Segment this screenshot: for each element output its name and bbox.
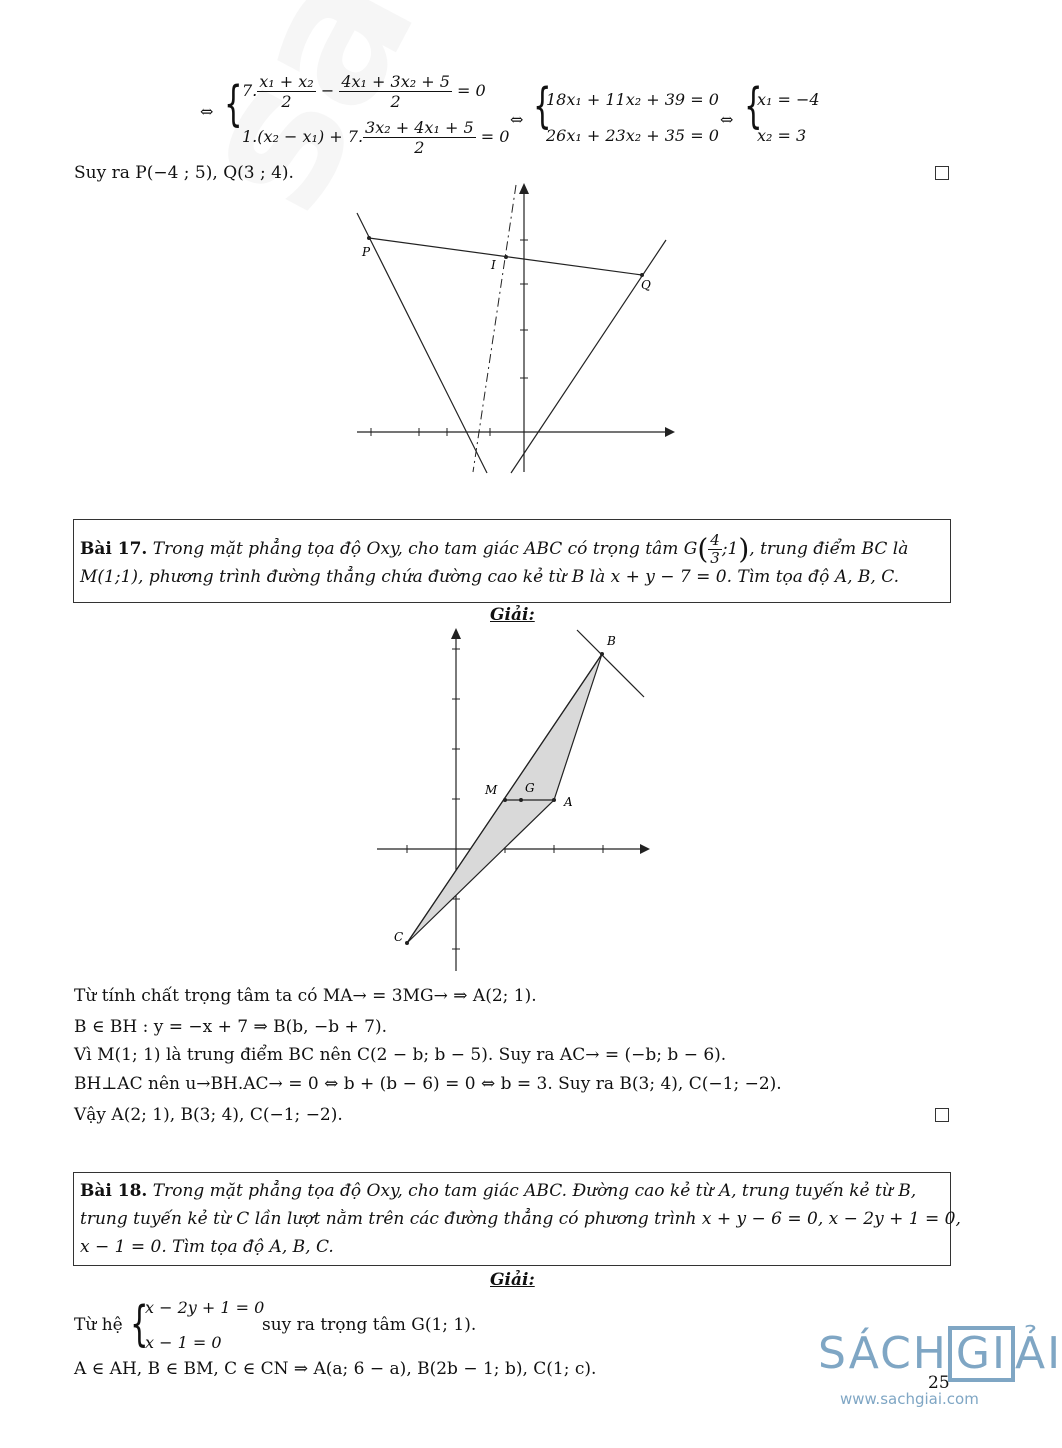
point-b xyxy=(600,652,604,656)
label-i: I xyxy=(491,258,496,272)
point-m xyxy=(503,798,507,802)
problem-18-title: Bài 18. xyxy=(80,1181,148,1201)
label-q: Q xyxy=(641,278,651,292)
point-c xyxy=(405,941,409,945)
point-p xyxy=(367,236,371,240)
brand-logo: SÁCH GI ẢI xyxy=(818,1326,1062,1382)
problem-18-line-2: trung tuyến kẻ từ C lần lượt nằm trên các đường thẳng có phương trình x + y − 6 = 0, x − 2y + 1 = 0, xyxy=(80,1209,961,1229)
label-b: B xyxy=(607,634,616,648)
solution-17-line-2: B ∈ BH : y = −x + 7 ⇒ B(b, −b + 7). xyxy=(74,1017,387,1037)
equation-s2: 26x₁ + 23x₂ + 35 = 0 xyxy=(546,126,719,145)
equation-row-1: 7. $\frac{\text{x₁ + x₂}}{2}$ − $\frac{\text{4x₁ + 3x₂ + 5}}{2}$ = 0 xyxy=(242,72,486,111)
qed-box-1 xyxy=(935,166,949,180)
problem-18-box xyxy=(73,1172,961,1266)
problem-18-line-3: x − 1 = 0. Tìm tọa độ A, B, C. xyxy=(80,1237,334,1257)
x-axis-arrow xyxy=(640,844,650,854)
left-brace: { xyxy=(224,76,243,132)
solution-heading-18: Giải: xyxy=(490,1270,535,1290)
problem-17-title: Bài 17. xyxy=(80,539,148,559)
solution-17-line-1: Từ tính chất trọng tâm ta có MA→ = 3MG→ ⇒ A(2; 1). xyxy=(74,986,537,1006)
solution-17-line-5: Vậy A(2; 1), B(3; 4), C(−1; −2). xyxy=(74,1105,343,1125)
equation-t1: x₁ = −4 xyxy=(757,90,820,109)
left-brace-4: { xyxy=(130,1296,149,1352)
result-pq: Suy ra P(−4 ; 5), Q(3 ; 4). xyxy=(74,163,294,183)
brand-url[interactable]: www.sachgiai.com xyxy=(840,1390,979,1408)
solution-17-line-4: BH⊥AC nên u→BH.AC→ = 0 ⇔ b + (b − 6) = 0 ⇔ b = 3. Suy ra B(3; 4), C(−1; −2). xyxy=(74,1074,782,1094)
figure-2 xyxy=(370,625,660,975)
figure-1 xyxy=(340,180,680,480)
sol18-eq-1: x − 2y + 1 = 0 xyxy=(145,1298,265,1317)
label-g: G xyxy=(525,781,535,795)
x-axis-arrow xyxy=(665,427,675,437)
point-q xyxy=(640,273,644,277)
problem-18-line-1: Trong mặt phẳng tọa độ Oxy, cho tam giác ABC. Đường cao kẻ từ A, trung tuyến kẻ từ B, xyxy=(152,1181,917,1201)
sol18-last-line: A ∈ AH, B ∈ BM, C ∈ CN ⇒ A(a; 6 − a), B(2b − 1; b), C(1; c). xyxy=(74,1359,597,1379)
iff-symbol: ⇔ xyxy=(200,102,214,121)
equation-row-2: 1.(x₂ − x₁) + 7. $\frac{\text{3x₂ + 4x₁ + 5}}{2}$ = 0 xyxy=(242,118,510,157)
iff-symbol-3: ⇔ xyxy=(720,110,734,129)
page-number: 25 xyxy=(928,1373,950,1393)
sol18-eq-2: x − 1 = 0 xyxy=(145,1333,222,1352)
sol18-conclusion: suy ra trọng tâm G(1; 1). xyxy=(262,1315,477,1335)
solution-heading-17: Giải: xyxy=(490,605,535,625)
point-a xyxy=(552,798,556,802)
label-p: P xyxy=(362,245,371,259)
equation-s1: 18x₁ + 11x₂ + 39 = 0 xyxy=(546,90,719,109)
line-through-p xyxy=(357,213,487,473)
problem-17-text-1: Trong mặt phẳng tọa độ Oxy, cho tam giác ABC có trọng tâm G xyxy=(152,539,698,559)
qed-box-2 xyxy=(935,1108,949,1122)
point-i xyxy=(504,255,508,259)
solution-17-line-3: Vì M(1; 1) là trung điểm BC nên C(2 − b; b − 5). Suy ra AC→ = (−b; b − 6). xyxy=(74,1045,727,1065)
left-brace-3: { xyxy=(744,78,763,134)
iff-symbol-2: ⇔ xyxy=(510,110,524,129)
problem-17-text-2: , trung điểm BC là xyxy=(749,539,909,559)
left-brace-2: { xyxy=(533,78,552,134)
equation-t2: x₂ = 3 xyxy=(757,126,807,145)
label-c: C xyxy=(394,930,404,944)
problem-17-box: Bài 17. Trong mặt phẳng tọa độ Oxy, cho tam giác ABC có trọng tâm G( $\frac{4}{3}$ ;1), trung điểm BC là M(1;1), phương trình đường thẳng chứa đường cao kẻ từ B là x + y − 7 = 0. Tìm tọa độ A, B, C. xyxy=(73,519,951,603)
y-axis-arrow xyxy=(451,628,461,639)
label-a: A xyxy=(564,795,573,809)
axis-dash-line xyxy=(473,185,516,472)
tu-he-label: Từ hệ xyxy=(74,1315,123,1335)
point-g xyxy=(519,798,523,802)
problem-17-line-2: M(1;1), phương trình đường thẳng chứa đường cao kẻ từ B là x + y − 7 = 0. Tìm tọa độ A, B, C. xyxy=(80,567,900,587)
label-m: M xyxy=(485,783,498,797)
y-axis-arrow xyxy=(519,183,529,194)
